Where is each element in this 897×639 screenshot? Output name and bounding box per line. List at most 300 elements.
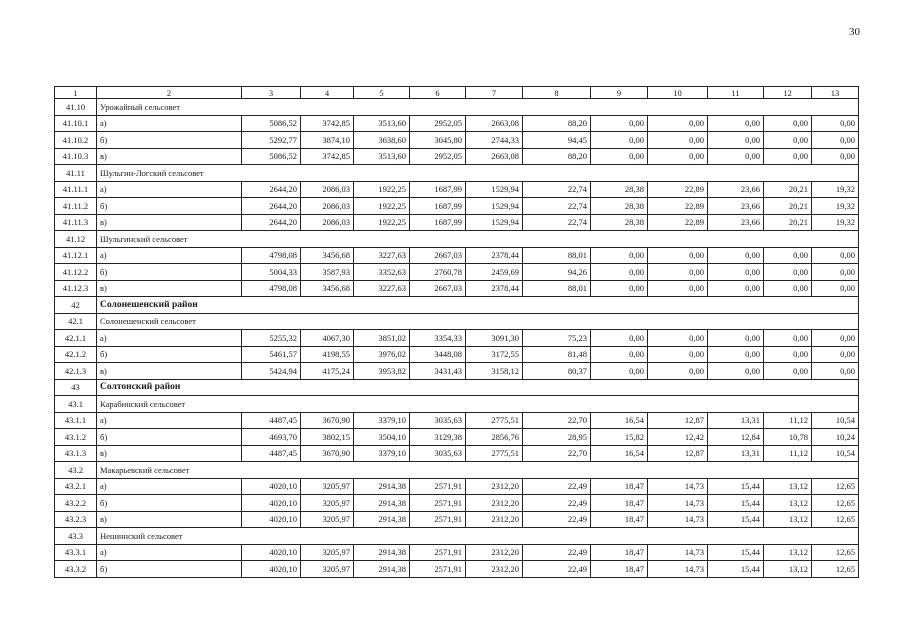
row-variant: а) [97,181,242,198]
value-cell: 12,65 [812,478,859,495]
column-number: 12 [764,87,812,99]
value-cell: 20,21 [764,181,812,198]
value-cell: 0,00 [591,132,648,149]
value-cell: 18,47 [591,478,648,495]
value-cell: 3227,63 [354,247,410,264]
row-code: 43.2.3 [55,511,97,528]
row-code: 43.1.2 [55,429,97,446]
value-cell: 22,49 [523,511,591,528]
value-cell: 88,01 [523,280,591,297]
value-cell: 2571,91 [410,511,466,528]
value-cell: 2775,51 [466,445,523,462]
value-cell: 12,84 [708,429,764,446]
column-number: 5 [354,87,410,99]
value-cell: 22,74 [523,181,591,198]
value-cell: 0,00 [708,346,764,363]
value-cell: 3953,82 [354,363,410,380]
value-cell: 18,47 [591,544,648,561]
value-cell: 1529,94 [466,198,523,215]
column-number: 6 [410,87,466,99]
value-cell: 13,12 [764,495,812,512]
council-code: 42.1 [55,313,97,330]
row-variant: а) [97,247,242,264]
table-row [55,511,859,528]
value-cell: 0,00 [812,132,859,149]
value-cell: 0,00 [648,148,708,165]
value-cell: 4067,30 [301,330,354,347]
district-row [55,379,859,396]
row-variant: б) [97,561,242,578]
value-cell: 4487,45 [242,445,301,462]
column-number: 1 [55,87,97,99]
row-variant: а) [97,478,242,495]
value-cell: 4020,10 [242,511,301,528]
value-cell: 3091,30 [466,330,523,347]
value-cell: 3045,80 [410,132,466,149]
value-cell: 2571,91 [410,561,466,578]
value-cell: 16,54 [591,412,648,429]
value-cell: 5424,94 [242,363,301,380]
tariff-table [54,86,859,578]
page-number: 30 [849,26,860,38]
table-row [55,363,859,380]
value-cell: 19,32 [812,181,859,198]
row-code: 43.3.2 [55,561,97,578]
row-code: 41.11.1 [55,181,97,198]
table-row [55,247,859,264]
value-cell: 13,12 [764,511,812,528]
value-cell: 2667,03 [410,280,466,297]
value-cell: 12,65 [812,511,859,528]
council-title: Нениннский сельсовет [97,528,859,545]
value-cell: 0,00 [591,115,648,132]
row-variant: б) [97,198,242,215]
table-row [55,561,859,578]
value-cell: 0,00 [812,330,859,347]
value-cell: 14,73 [648,511,708,528]
value-cell: 12,87 [648,412,708,429]
council-code: 41.10 [55,99,97,116]
value-cell: 0,00 [764,264,812,281]
value-cell: 0,00 [764,247,812,264]
value-cell: 22,74 [523,214,591,231]
council-title: Шульгин-Логский сельсовет [97,165,859,182]
table-row [55,445,859,462]
value-cell: 22,70 [523,412,591,429]
district-code: 43 [55,379,97,396]
column-number: 4 [301,87,354,99]
table-row [55,429,859,446]
council-title: Урожайный сельсовет [97,99,859,116]
row-code: 43.2.1 [55,478,97,495]
column-number: 3 [242,87,301,99]
value-cell: 4798,08 [242,280,301,297]
table-row [55,330,859,347]
council-code: 43.3 [55,528,97,545]
column-number: 13 [812,87,859,99]
value-cell: 0,00 [708,247,764,264]
value-cell: 3129,38 [410,429,466,446]
value-cell: 2312,20 [466,495,523,512]
value-cell: 2571,91 [410,495,466,512]
council-row [55,165,859,182]
value-cell: 5255,32 [242,330,301,347]
value-cell: 12,42 [648,429,708,446]
table-row [55,132,859,149]
value-cell: 13,12 [764,561,812,578]
district-code: 42 [55,297,97,314]
value-cell: 2644,20 [242,181,301,198]
value-cell: 22,89 [648,214,708,231]
value-cell: 2914,38 [354,561,410,578]
value-cell: 3352,63 [354,264,410,281]
value-cell: 81,48 [523,346,591,363]
value-cell: 19,32 [812,198,859,215]
value-cell: 22,49 [523,478,591,495]
value-cell: 3205,97 [301,495,354,512]
value-cell: 2663,08 [466,115,523,132]
value-cell: 3638,60 [354,132,410,149]
value-cell: 88,20 [523,148,591,165]
value-cell: 2856,76 [466,429,523,446]
value-cell: 4020,10 [242,561,301,578]
row-code: 42.1.1 [55,330,97,347]
value-cell: 10,24 [812,429,859,446]
value-cell: 2312,20 [466,511,523,528]
row-code: 42.1.3 [55,363,97,380]
table-row [55,346,859,363]
value-cell: 2312,20 [466,561,523,578]
value-cell: 3035,63 [410,445,466,462]
value-cell: 11,12 [764,445,812,462]
value-cell: 2086,03 [301,214,354,231]
table-row [55,478,859,495]
value-cell: 4798,08 [242,247,301,264]
value-cell: 12,65 [812,495,859,512]
value-cell: 3205,97 [301,511,354,528]
value-cell: 14,73 [648,495,708,512]
value-cell: 0,00 [812,346,859,363]
value-cell: 22,49 [523,561,591,578]
value-cell: 10,54 [812,445,859,462]
row-variant: а) [97,115,242,132]
value-cell: 0,00 [708,330,764,347]
council-row [55,396,859,413]
value-cell: 3587,93 [301,264,354,281]
value-cell: 3431,43 [410,363,466,380]
value-cell: 4198,55 [301,346,354,363]
value-cell: 12,65 [812,561,859,578]
table-row [55,544,859,561]
value-cell: 2760,78 [410,264,466,281]
council-code: 41.12 [55,231,97,248]
value-cell: 0,00 [708,280,764,297]
value-cell: 1922,25 [354,214,410,231]
value-cell: 4020,10 [242,478,301,495]
row-variant: в) [97,511,242,528]
value-cell: 0,00 [812,280,859,297]
value-cell: 0,00 [648,264,708,281]
value-cell: 2378,44 [466,247,523,264]
row-variant: в) [97,214,242,231]
row-variant: а) [97,330,242,347]
value-cell: 2312,20 [466,544,523,561]
table-row [55,412,859,429]
value-cell: 22,89 [648,198,708,215]
value-cell: 5461,57 [242,346,301,363]
row-code: 41.12.2 [55,264,97,281]
table-row [55,115,859,132]
value-cell: 13,31 [708,412,764,429]
row-variant: а) [97,544,242,561]
value-cell: 4020,10 [242,544,301,561]
row-variant: в) [97,445,242,462]
row-variant: б) [97,495,242,512]
value-cell: 0,00 [812,264,859,281]
value-cell: 2459,69 [466,264,523,281]
value-cell: 94,45 [523,132,591,149]
value-cell: 4020,10 [242,495,301,512]
value-cell: 12,87 [648,445,708,462]
row-code: 41.10.3 [55,148,97,165]
value-cell: 0,00 [648,280,708,297]
row-code: 42.1.2 [55,346,97,363]
value-cell: 13,12 [764,478,812,495]
value-cell: 5004,33 [242,264,301,281]
value-cell: 3851,02 [354,330,410,347]
column-number: 2 [97,87,242,99]
value-cell: 28,38 [591,214,648,231]
value-cell: 0,00 [764,363,812,380]
council-row [55,528,859,545]
table-body [55,87,859,578]
row-variant: б) [97,429,242,446]
value-cell: 20,21 [764,198,812,215]
value-cell: 11,12 [764,412,812,429]
value-cell: 22,49 [523,495,591,512]
value-cell: 2744,33 [466,132,523,149]
value-cell: 15,44 [708,544,764,561]
value-cell: 0,00 [708,132,764,149]
council-title: Макарьевский сельсовет [97,462,859,479]
district-title: Солонешенский район [97,297,859,314]
value-cell: 18,47 [591,561,648,578]
value-cell: 10,54 [812,412,859,429]
row-code: 41.12.3 [55,280,97,297]
value-cell: 3742,85 [301,115,354,132]
value-cell: 5086,52 [242,148,301,165]
value-cell: 0,00 [708,148,764,165]
value-cell: 3504,10 [354,429,410,446]
value-cell: 1529,94 [466,214,523,231]
value-cell: 0,00 [812,115,859,132]
value-cell: 0,00 [648,363,708,380]
district-row [55,297,859,314]
value-cell: 18,47 [591,511,648,528]
row-code: 43.2.2 [55,495,97,512]
row-code: 43.1.3 [55,445,97,462]
value-cell: 0,00 [708,115,764,132]
row-variant: б) [97,132,242,149]
value-cell: 3158,12 [466,363,523,380]
value-cell: 2952,05 [410,148,466,165]
value-cell: 2663,08 [466,148,523,165]
value-cell: 3976,02 [354,346,410,363]
table-row [55,148,859,165]
value-cell: 3670,90 [301,412,354,429]
value-cell: 0,00 [708,363,764,380]
value-cell: 0,00 [648,115,708,132]
table-row [55,280,859,297]
value-cell: 1922,25 [354,181,410,198]
council-row [55,231,859,248]
value-cell: 13,12 [764,544,812,561]
value-cell: 3874,10 [301,132,354,149]
value-cell: 2775,51 [466,412,523,429]
value-cell: 3172,55 [466,346,523,363]
value-cell: 14,73 [648,544,708,561]
value-cell: 14,73 [648,478,708,495]
value-cell: 2644,20 [242,198,301,215]
value-cell: 0,00 [764,132,812,149]
value-cell: 5292,77 [242,132,301,149]
value-cell: 2086,03 [301,181,354,198]
value-cell: 2952,05 [410,115,466,132]
value-cell: 0,00 [591,148,648,165]
value-cell: 94,26 [523,264,591,281]
value-cell: 4693,70 [242,429,301,446]
value-cell: 22,70 [523,445,591,462]
value-cell: 2914,38 [354,478,410,495]
district-title: Солтонский район [97,379,859,396]
table-row [55,181,859,198]
value-cell: 0,00 [812,363,859,380]
row-code: 41.11.3 [55,214,97,231]
value-cell: 28,95 [523,429,591,446]
value-cell: 19,32 [812,214,859,231]
value-cell: 10,78 [764,429,812,446]
value-cell: 0,00 [591,346,648,363]
row-variant: б) [97,346,242,363]
value-cell: 1687,99 [410,198,466,215]
value-cell: 0,00 [648,346,708,363]
value-cell: 1922,25 [354,198,410,215]
council-row [55,313,859,330]
value-cell: 3205,97 [301,544,354,561]
council-row [55,99,859,116]
row-code: 43.3.1 [55,544,97,561]
value-cell: 3379,10 [354,412,410,429]
column-number: 10 [648,87,708,99]
value-cell: 1687,99 [410,181,466,198]
value-cell: 2914,38 [354,495,410,512]
value-cell: 0,00 [648,330,708,347]
value-cell: 20,21 [764,214,812,231]
value-cell: 88,20 [523,115,591,132]
value-cell: 3513,60 [354,115,410,132]
table-row [55,264,859,281]
value-cell: 23,66 [708,181,764,198]
value-cell: 4175,24 [301,363,354,380]
row-variant: а) [97,412,242,429]
value-cell: 28,38 [591,181,648,198]
value-cell: 75,23 [523,330,591,347]
value-cell: 3513,60 [354,148,410,165]
value-cell: 0,00 [591,330,648,347]
value-cell: 88,01 [523,247,591,264]
value-cell: 22,89 [648,181,708,198]
value-cell: 2914,38 [354,544,410,561]
value-cell: 3227,63 [354,280,410,297]
council-title: Солонешенский сельсовет [97,313,859,330]
table-row [55,198,859,215]
value-cell: 0,00 [591,280,648,297]
value-cell: 5086,52 [242,115,301,132]
row-variant: в) [97,280,242,297]
row-code: 41.10.2 [55,132,97,149]
value-cell: 12,65 [812,544,859,561]
value-cell: 22,49 [523,544,591,561]
council-code: 43.2 [55,462,97,479]
council-code: 41.11 [55,165,97,182]
value-cell: 13,31 [708,445,764,462]
column-number-row [55,87,859,99]
row-variant: б) [97,264,242,281]
value-cell: 2914,38 [354,511,410,528]
council-row [55,462,859,479]
value-cell: 3379,10 [354,445,410,462]
value-cell: 3742,85 [301,148,354,165]
value-cell: 0,00 [764,330,812,347]
value-cell: 15,44 [708,511,764,528]
row-code: 41.12.1 [55,247,97,264]
column-number: 11 [708,87,764,99]
value-cell: 14,73 [648,561,708,578]
value-cell: 15,44 [708,561,764,578]
value-cell: 23,66 [708,214,764,231]
row-variant: в) [97,363,242,380]
value-cell: 3205,97 [301,478,354,495]
council-code: 43.1 [55,396,97,413]
value-cell: 18,47 [591,495,648,512]
value-cell: 3456,68 [301,247,354,264]
value-cell: 15,44 [708,495,764,512]
value-cell: 2667,03 [410,247,466,264]
value-cell: 3670,90 [301,445,354,462]
table-row [55,495,859,512]
table-row [55,214,859,231]
value-cell: 0,00 [648,247,708,264]
value-cell: 1529,94 [466,181,523,198]
value-cell: 0,00 [764,346,812,363]
column-number: 7 [466,87,523,99]
value-cell: 3354,33 [410,330,466,347]
value-cell: 1687,99 [410,214,466,231]
value-cell: 15,44 [708,478,764,495]
value-cell: 2571,91 [410,478,466,495]
value-cell: 15,82 [591,429,648,446]
column-number: 9 [591,87,648,99]
value-cell: 0,00 [591,363,648,380]
row-code: 41.11.2 [55,198,97,215]
value-cell: 23,66 [708,198,764,215]
value-cell: 3448,08 [410,346,466,363]
value-cell: 28,38 [591,198,648,215]
value-cell: 0,00 [591,264,648,281]
value-cell: 3802,15 [301,429,354,446]
value-cell: 0,00 [708,264,764,281]
value-cell: 80,37 [523,363,591,380]
